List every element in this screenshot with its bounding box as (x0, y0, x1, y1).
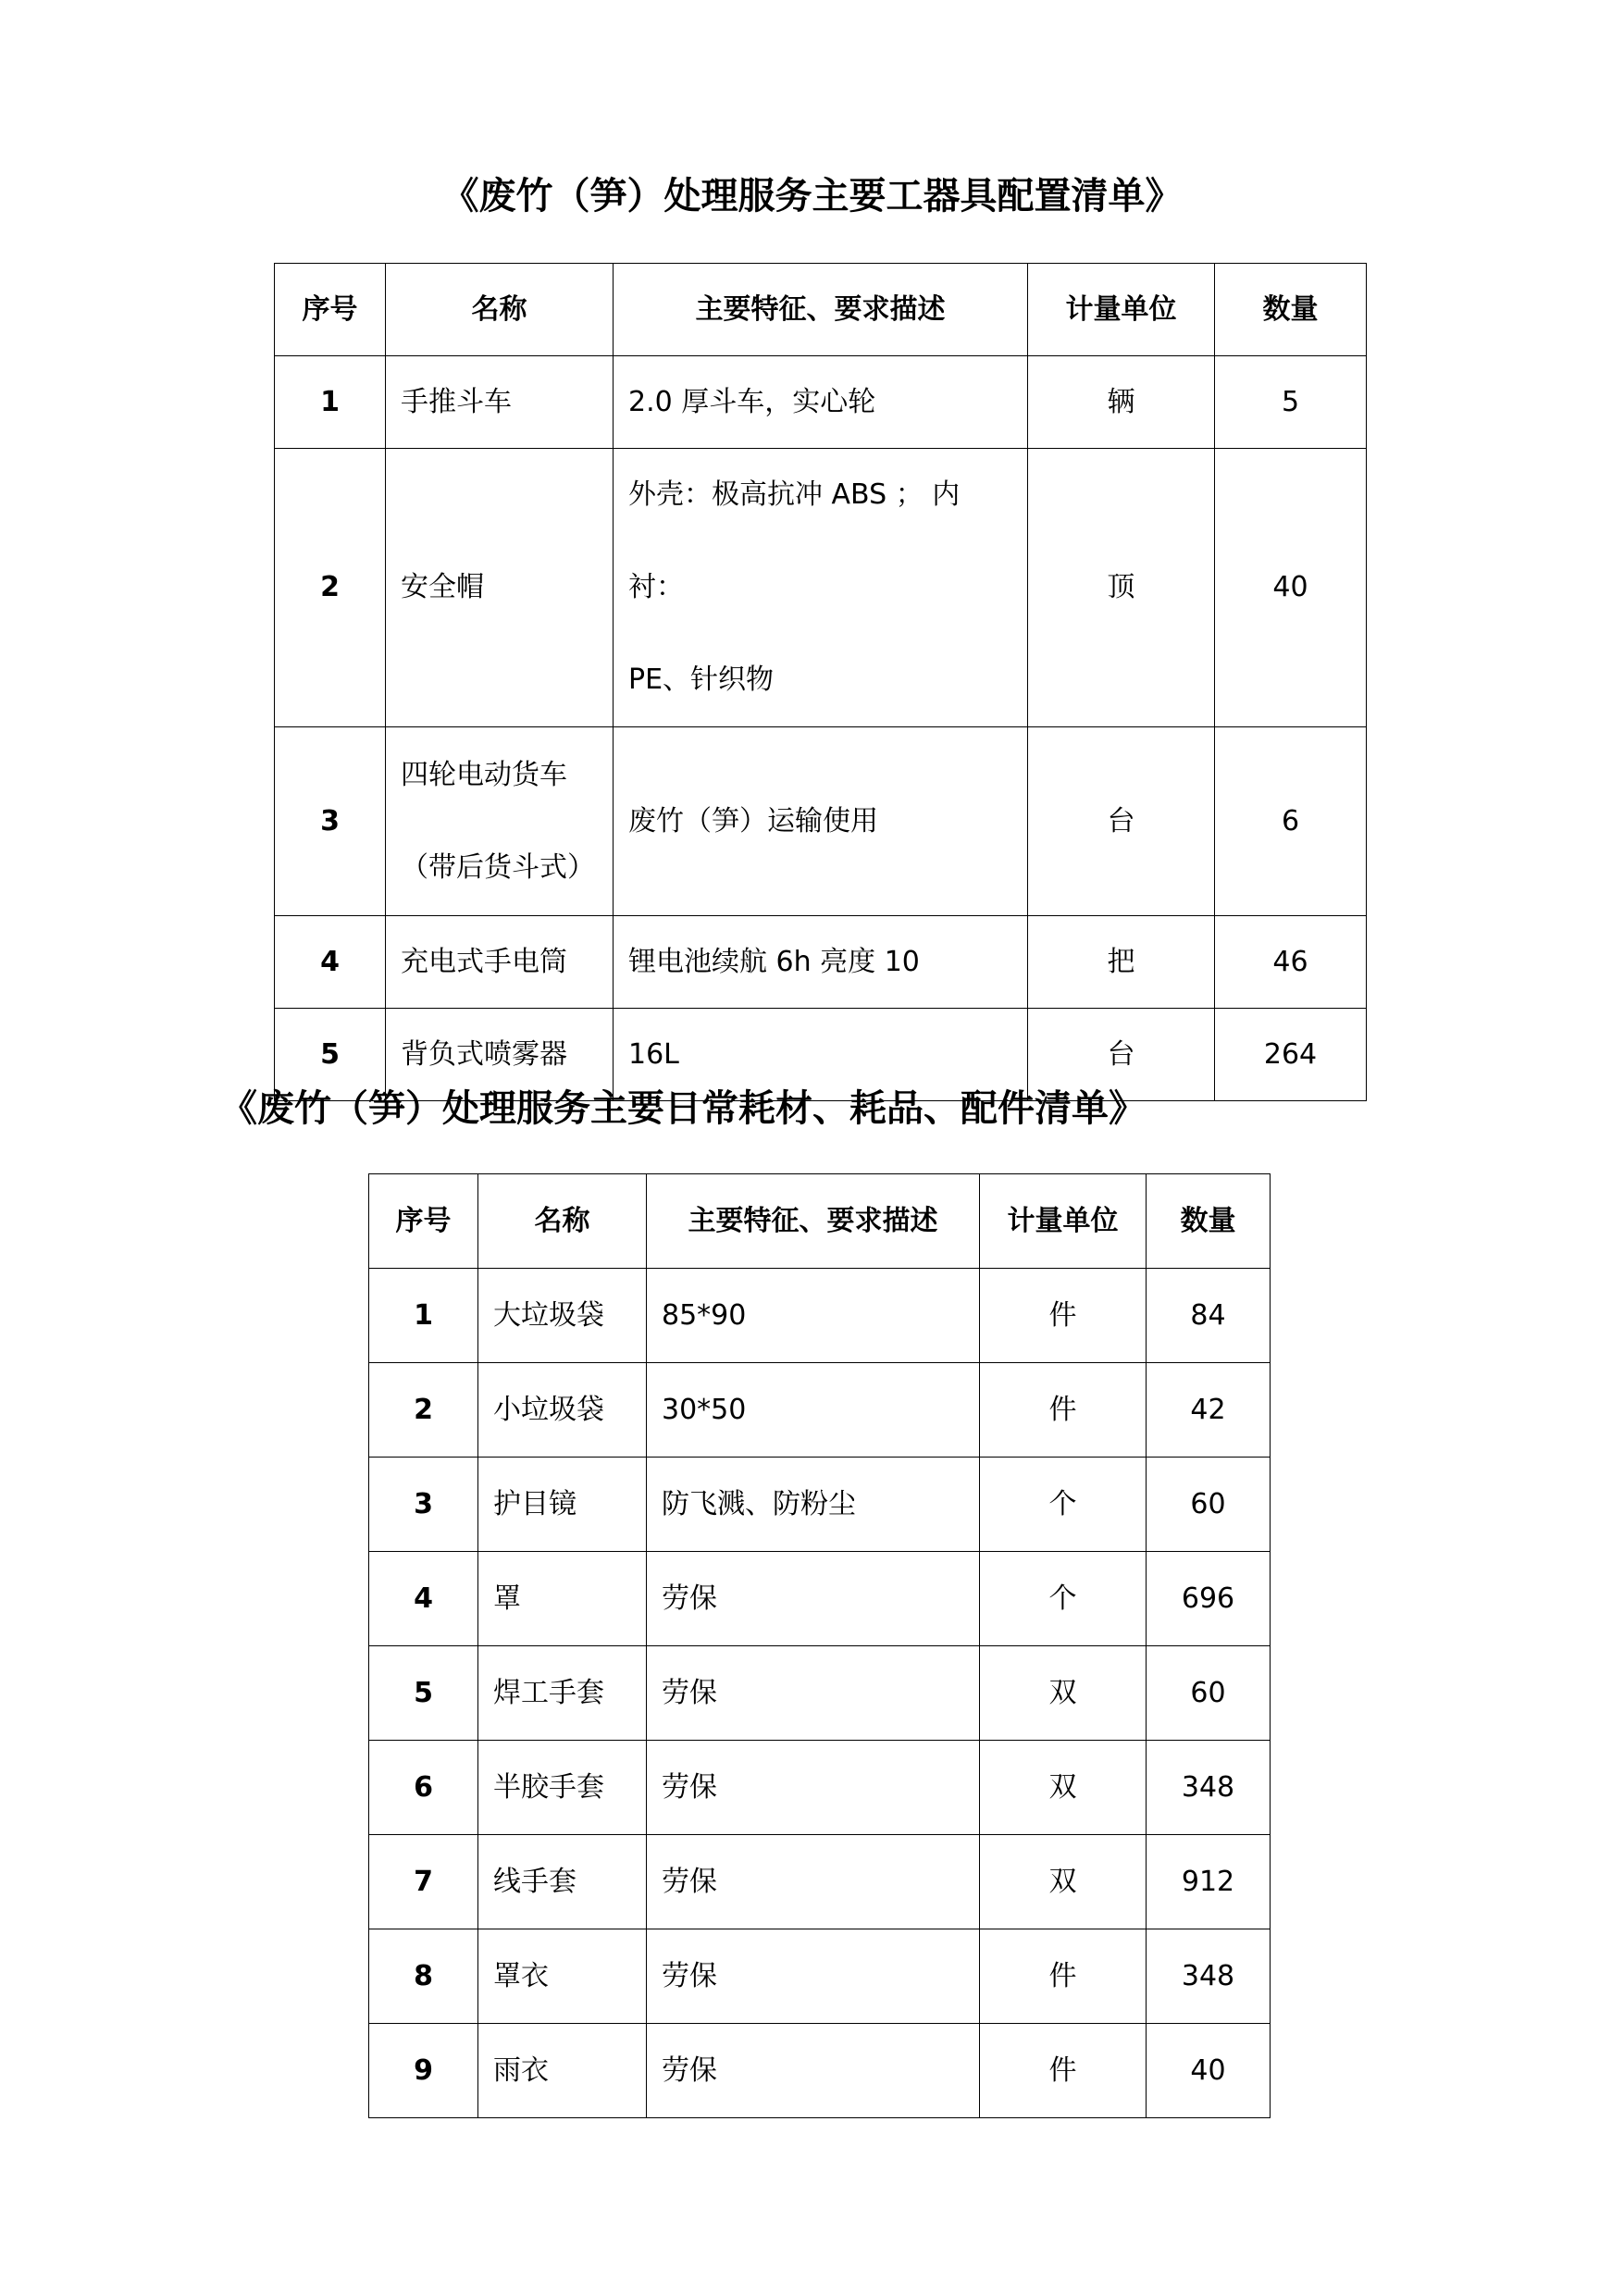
tools-list-title: 《废竹（笋）处理服务主要工器具配置清单》 (441, 175, 1183, 217)
cell-unit: 台 (1028, 1009, 1215, 1101)
cell-unit: 辆 (1028, 356, 1215, 449)
table-header-row (369, 1174, 1271, 1269)
cell-name: 罩衣 (478, 1929, 647, 2024)
cell-no: 6 (369, 1741, 478, 1835)
cell-qty: 264 (1215, 1009, 1367, 1101)
table-header-row (275, 264, 1367, 356)
cell-no: 4 (275, 916, 386, 1009)
cell-qty: 5 (1215, 356, 1367, 449)
cell-qty: 40 (1215, 449, 1367, 727)
header-qty: 数量 (1147, 1174, 1271, 1269)
cell-name: 护目镜 (478, 1458, 647, 1552)
cell-desc: 劳保 (647, 1552, 980, 1646)
cell-no: 1 (369, 1269, 478, 1363)
cell-unit: 双 (980, 1741, 1147, 1835)
cell-no: 3 (369, 1458, 478, 1552)
cell-no: 2 (275, 449, 386, 727)
table-row (275, 727, 1367, 916)
cell-desc: 16L (614, 1009, 1028, 1101)
header-name: 名称 (386, 264, 614, 356)
header-no: 序号 (369, 1174, 478, 1269)
cell-name: 充电式手电筒 (386, 916, 614, 1009)
cell-no: 1 (275, 356, 386, 449)
cell-name: 线手套 (478, 1835, 647, 1929)
cell-no: 7 (369, 1835, 478, 1929)
name-line: （带后货斗式） (401, 850, 595, 884)
cell-qty: 42 (1147, 1363, 1271, 1458)
cell-qty: 348 (1147, 1929, 1271, 2024)
cell-desc: 劳保 (647, 1741, 980, 1835)
header-unit: 计量单位 (1028, 264, 1215, 356)
cell-name: 大垃圾袋 (478, 1269, 647, 1363)
cell-no: 2 (369, 1363, 478, 1458)
table-row (275, 356, 1367, 449)
cell-qty: 696 (1147, 1552, 1271, 1646)
header-unit: 计量单位 (980, 1174, 1147, 1269)
table-row (369, 1363, 1271, 1458)
cell-no: 5 (275, 1009, 386, 1101)
table-row (369, 1646, 1271, 1741)
table-row (275, 916, 1367, 1009)
cell-unit: 件 (980, 1929, 1147, 2024)
table-row (369, 1269, 1271, 1363)
cell-name: 手推斗车 (386, 356, 614, 449)
cell-qty: 60 (1147, 1646, 1271, 1741)
cell-no: 5 (369, 1646, 478, 1741)
desc-line: PE、针织物 (628, 664, 775, 696)
cell-desc: 劳保 (647, 1929, 980, 2024)
table-row (369, 1458, 1271, 1552)
cell-unit: 台 (1028, 727, 1215, 916)
cell-unit: 件 (980, 1363, 1147, 1458)
cell-name: 半胶手套 (478, 1741, 647, 1835)
cell-unit: 双 (980, 1835, 1147, 1929)
cell-unit: 件 (980, 1269, 1147, 1363)
cell-desc: 劳保 (647, 2024, 980, 2118)
cell-qty: 6 (1215, 727, 1367, 916)
table-row (369, 1929, 1271, 2024)
table-row (275, 449, 1367, 727)
consumables-list-title: 《废竹（笋）处理服务主要日常耗材、耗品、配件清单》 (220, 1087, 1146, 1130)
name-line: 四轮电动货车 (401, 758, 567, 791)
cell-qty: 46 (1215, 916, 1367, 1009)
cell-unit: 顶 (1028, 449, 1215, 727)
cell-name (386, 727, 614, 916)
cell-unit: 个 (980, 1458, 1147, 1552)
cell-qty: 40 (1147, 2024, 1271, 2118)
cell-unit: 件 (980, 2024, 1147, 2118)
cell-name: 雨衣 (478, 2024, 647, 2118)
cell-no: 8 (369, 1929, 478, 2024)
desc-line: 外壳：极高抗冲 ABS ； 内衬： (628, 478, 961, 603)
table-row (369, 2024, 1271, 2118)
cell-qty: 60 (1147, 1458, 1271, 1552)
cell-desc: 2.0 厚斗车，实心轮 (614, 356, 1028, 449)
cell-qty: 348 (1147, 1741, 1271, 1835)
cell-name: 小垃圾袋 (478, 1363, 647, 1458)
cell-desc: 30*50 (647, 1363, 980, 1458)
table-row (369, 1835, 1271, 1929)
header-no: 序号 (275, 264, 386, 356)
tools-table (274, 263, 1367, 1101)
cell-unit: 双 (980, 1646, 1147, 1741)
cell-qty: 84 (1147, 1269, 1271, 1363)
cell-desc: 废竹（笋）运输使用 (614, 727, 1028, 916)
header-name: 名称 (478, 1174, 647, 1269)
cell-unit: 把 (1028, 916, 1215, 1009)
table-row (369, 1741, 1271, 1835)
cell-name: 罩 (478, 1552, 647, 1646)
cell-desc: 防飞溅、防粉尘 (647, 1458, 980, 1552)
header-desc: 主要特征、要求描述 (647, 1174, 980, 1269)
consumables-table (368, 1173, 1271, 2118)
cell-name: 安全帽 (386, 449, 614, 727)
cell-desc: 85*90 (647, 1269, 980, 1363)
cell-qty: 912 (1147, 1835, 1271, 1929)
header-desc: 主要特征、要求描述 (614, 264, 1028, 356)
cell-no: 4 (369, 1552, 478, 1646)
cell-desc: 劳保 (647, 1646, 980, 1741)
cell-desc (614, 449, 1028, 727)
header-qty: 数量 (1215, 264, 1367, 356)
table-row (369, 1552, 1271, 1646)
cell-desc: 劳保 (647, 1835, 980, 1929)
cell-no: 3 (275, 727, 386, 916)
cell-name: 焊工手套 (478, 1646, 647, 1741)
cell-desc: 锂电池续航 6h 亮度 10 (614, 916, 1028, 1009)
cell-name: 背负式喷雾器 (386, 1009, 614, 1101)
cell-no: 9 (369, 2024, 478, 2118)
cell-unit: 个 (980, 1552, 1147, 1646)
